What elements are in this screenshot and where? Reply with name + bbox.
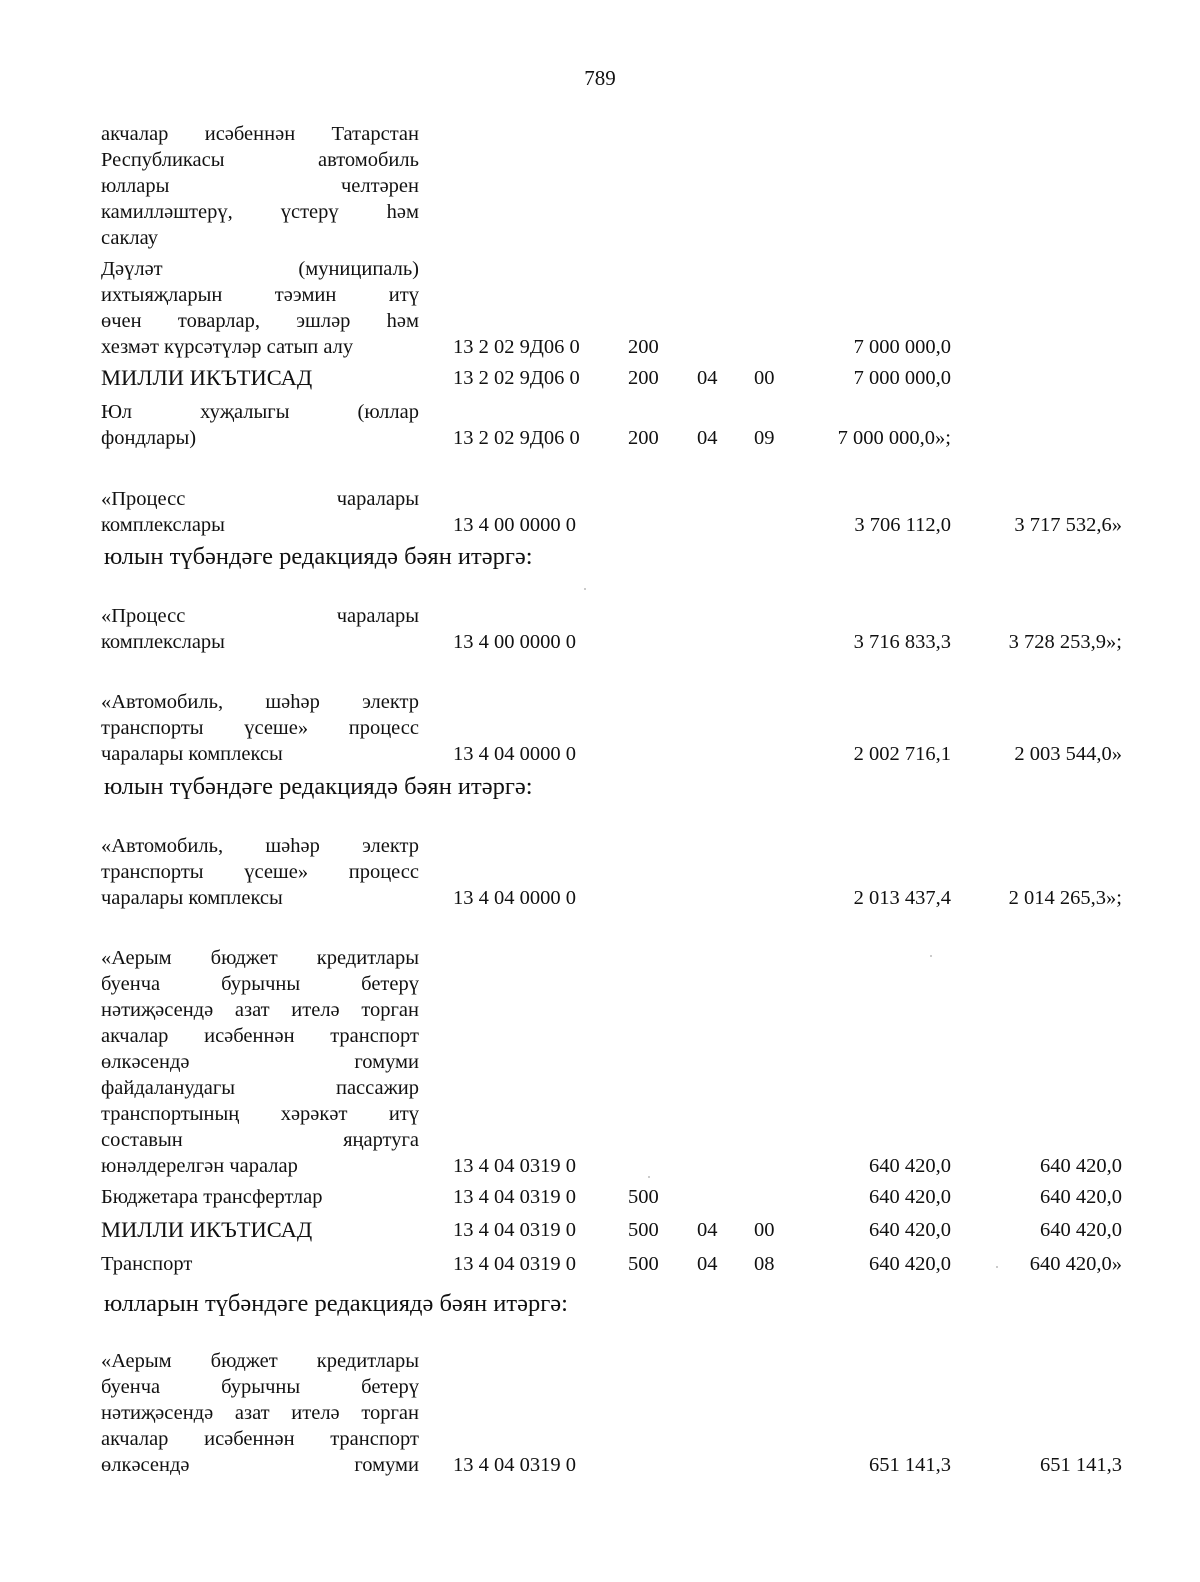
description-line: транспорты үсеше» процесс bbox=[101, 717, 419, 739]
target-article-code: 13 2 02 9Д06 0 bbox=[453, 427, 580, 449]
section-code: 04 bbox=[697, 367, 718, 389]
expense-group: 500 bbox=[628, 1186, 659, 1208]
description-line: фондлары) bbox=[101, 427, 197, 449]
scan-speck bbox=[930, 955, 932, 957]
table-row bbox=[0, 689, 1200, 767]
row-description bbox=[101, 486, 419, 538]
amount-year-1: 3 706 112,0 bbox=[854, 514, 951, 536]
description-line: чаралары комплексы bbox=[101, 743, 283, 765]
amount-year-1: 640 420,0 bbox=[869, 1253, 951, 1275]
subsection-code: 09 bbox=[754, 427, 775, 449]
description-line: өчен товарлар, эшләр һәм bbox=[101, 310, 419, 332]
edit-instruction: юлын түбәндәге редакциядә бәян итәргә: bbox=[104, 543, 533, 570]
description-line: буенча бурычны бетерү bbox=[101, 973, 419, 995]
page-number: 789 bbox=[584, 66, 616, 90]
amount-year-2: 3 717 532,6» bbox=[1014, 514, 1122, 536]
description-line: «Процесс чаралары bbox=[101, 605, 419, 627]
description-line: буенча бурычны бетерү bbox=[101, 1376, 419, 1398]
description-line: юллары челтәрен bbox=[101, 175, 419, 197]
amount-year-2: 640 420,0» bbox=[1029, 1253, 1122, 1275]
description-line: Юл хуҗалыгы (юллар bbox=[101, 401, 419, 423]
amount-year-1: 7 000 000,0 bbox=[853, 367, 951, 389]
amount-year-1: 640 420,0 bbox=[869, 1219, 951, 1241]
expense-group: 200 bbox=[628, 427, 659, 449]
target-article-code: 13 4 04 0319 0 bbox=[453, 1186, 576, 1208]
target-article-code: 13 4 04 0319 0 bbox=[453, 1454, 576, 1476]
target-article-code: 13 2 02 9Д06 0 bbox=[453, 367, 580, 389]
scan-speck bbox=[584, 588, 586, 590]
target-article-code: 13 4 04 0000 0 bbox=[453, 743, 576, 765]
target-article-code: 13 4 04 0319 0 bbox=[453, 1253, 576, 1275]
description-line: МИЛЛИ ИКЪТИСАД bbox=[101, 1217, 313, 1242]
expense-group: 200 bbox=[628, 367, 659, 389]
subsection-code: 00 bbox=[754, 367, 775, 389]
description-line: «Процесс чаралары bbox=[101, 488, 419, 510]
subsection-code: 08 bbox=[754, 1253, 775, 1275]
scan-speck bbox=[648, 1176, 650, 1178]
amount-year-2: 640 420,0 bbox=[1040, 1219, 1122, 1241]
target-article-code: 13 2 02 9Д06 0 bbox=[453, 336, 580, 358]
description-line: Транспорт bbox=[101, 1253, 193, 1275]
description-line: файдаланудагы пассажир bbox=[101, 1077, 419, 1099]
description-line: өлкәсендә гомуми bbox=[101, 1454, 419, 1476]
amount-year-1: 651 141,3 bbox=[869, 1454, 951, 1476]
row-description bbox=[101, 1348, 419, 1478]
table-row bbox=[0, 121, 1200, 251]
description-line: акчалар исәбеннән Татарстан bbox=[101, 123, 419, 145]
amount-year-1: 7 000 000,0 bbox=[853, 336, 951, 358]
amount-year-1: 640 420,0 bbox=[869, 1186, 951, 1208]
description-line: «Аерым бюджет кредитлары bbox=[101, 947, 419, 969]
description-line: транспорты үсеше» процесс bbox=[101, 861, 419, 883]
table-row bbox=[0, 1184, 1200, 1210]
amount-year-1: 2 013 437,4 bbox=[853, 887, 951, 909]
description-line: комплекслары bbox=[101, 631, 225, 653]
description-line: Бюджетара трансфертлар bbox=[101, 1186, 323, 1208]
table-row bbox=[0, 833, 1200, 911]
table-row bbox=[0, 365, 1200, 391]
description-line: хезмәт күрсәтүләр сатып алу bbox=[101, 336, 354, 358]
description-line: «Автомобиль, шәһәр электр bbox=[101, 835, 419, 857]
amount-year-2: 2 014 265,3»; bbox=[1008, 887, 1122, 909]
row-description bbox=[101, 689, 419, 767]
edit-instruction: юлларын түбәндәге редакциядә бәян итәргә: bbox=[104, 1290, 568, 1317]
table-row bbox=[0, 256, 1200, 360]
target-article-code: 13 4 04 0000 0 bbox=[453, 887, 576, 909]
description-line: өлкәсендә гомуми bbox=[101, 1051, 419, 1073]
description-line: МИЛЛИ ИКЪТИСАД bbox=[101, 365, 313, 390]
description-line: комплекслары bbox=[101, 514, 225, 536]
description-line: ихтыяҗларын тәэмин итү bbox=[101, 284, 419, 306]
description-line: юнәлдерелгән чаралар bbox=[101, 1155, 298, 1177]
row-description bbox=[101, 399, 419, 451]
row-description bbox=[101, 603, 419, 655]
row-description bbox=[101, 1251, 419, 1277]
amount-year-2: 3 728 253,9»; bbox=[1008, 631, 1122, 653]
table-row bbox=[0, 399, 1200, 451]
table-row bbox=[0, 603, 1200, 655]
row-description bbox=[101, 833, 419, 911]
amount-year-1: 3 716 833,3 bbox=[853, 631, 951, 653]
row-description bbox=[101, 256, 419, 360]
amount-year-2: 640 420,0 bbox=[1040, 1155, 1122, 1177]
description-line: чаралары комплексы bbox=[101, 887, 283, 909]
section-code: 04 bbox=[697, 427, 718, 449]
amount-year-1: 640 420,0 bbox=[869, 1155, 951, 1177]
description-line: транспортының хәрәкәт итү bbox=[101, 1103, 419, 1125]
description-line: саклау bbox=[101, 227, 158, 249]
target-article-code: 13 4 04 0319 0 bbox=[453, 1219, 576, 1241]
description-line: «Автомобиль, шәһәр электр bbox=[101, 691, 419, 713]
edit-instruction: юлын түбәндәге редакциядә бәян итәргә: bbox=[104, 773, 533, 800]
row-description bbox=[101, 1217, 419, 1243]
description-line: «Аерым бюджет кредитлары bbox=[101, 1350, 419, 1372]
description-line: нәтиҗәсендә азат ителә торган bbox=[101, 1402, 419, 1424]
description-line: Республикасы автомобиль bbox=[101, 149, 419, 171]
section-code: 04 bbox=[697, 1219, 718, 1241]
description-line: составын яңартуга bbox=[101, 1129, 419, 1151]
expense-group: 200 bbox=[628, 336, 659, 358]
row-description bbox=[101, 945, 419, 1179]
row-description bbox=[101, 365, 419, 391]
table-row bbox=[0, 1251, 1200, 1277]
description-line: акчалар исәбеннән транспорт bbox=[101, 1025, 419, 1047]
target-article-code: 13 4 00 0000 0 bbox=[453, 514, 576, 536]
table-row bbox=[0, 1348, 1200, 1478]
amount-year-2: 2 003 544,0» bbox=[1014, 743, 1122, 765]
amount-year-1: 7 000 000,0»; bbox=[837, 427, 951, 449]
section-code: 04 bbox=[697, 1253, 718, 1275]
table-row bbox=[0, 945, 1200, 1179]
target-article-code: 13 4 00 0000 0 bbox=[453, 631, 576, 653]
row-description bbox=[101, 1184, 419, 1210]
row-description bbox=[101, 121, 419, 251]
scan-speck bbox=[996, 1266, 998, 1268]
table-row bbox=[0, 486, 1200, 538]
subsection-code: 00 bbox=[754, 1219, 775, 1241]
expense-group: 500 bbox=[628, 1253, 659, 1275]
amount-year-1: 2 002 716,1 bbox=[853, 743, 951, 765]
description-line: Дәүләт (муниципаль) bbox=[101, 258, 419, 280]
expense-group: 500 bbox=[628, 1219, 659, 1241]
amount-year-2: 651 141,3 bbox=[1040, 1454, 1122, 1476]
description-line: камилләштерү, үстерү һәм bbox=[101, 201, 419, 223]
description-line: акчалар исәбеннән транспорт bbox=[101, 1428, 419, 1450]
amount-year-2: 640 420,0 bbox=[1040, 1186, 1122, 1208]
description-line: нәтиҗәсендә азат ителә торган bbox=[101, 999, 419, 1021]
target-article-code: 13 4 04 0319 0 bbox=[453, 1155, 576, 1177]
table-row bbox=[0, 1217, 1200, 1243]
